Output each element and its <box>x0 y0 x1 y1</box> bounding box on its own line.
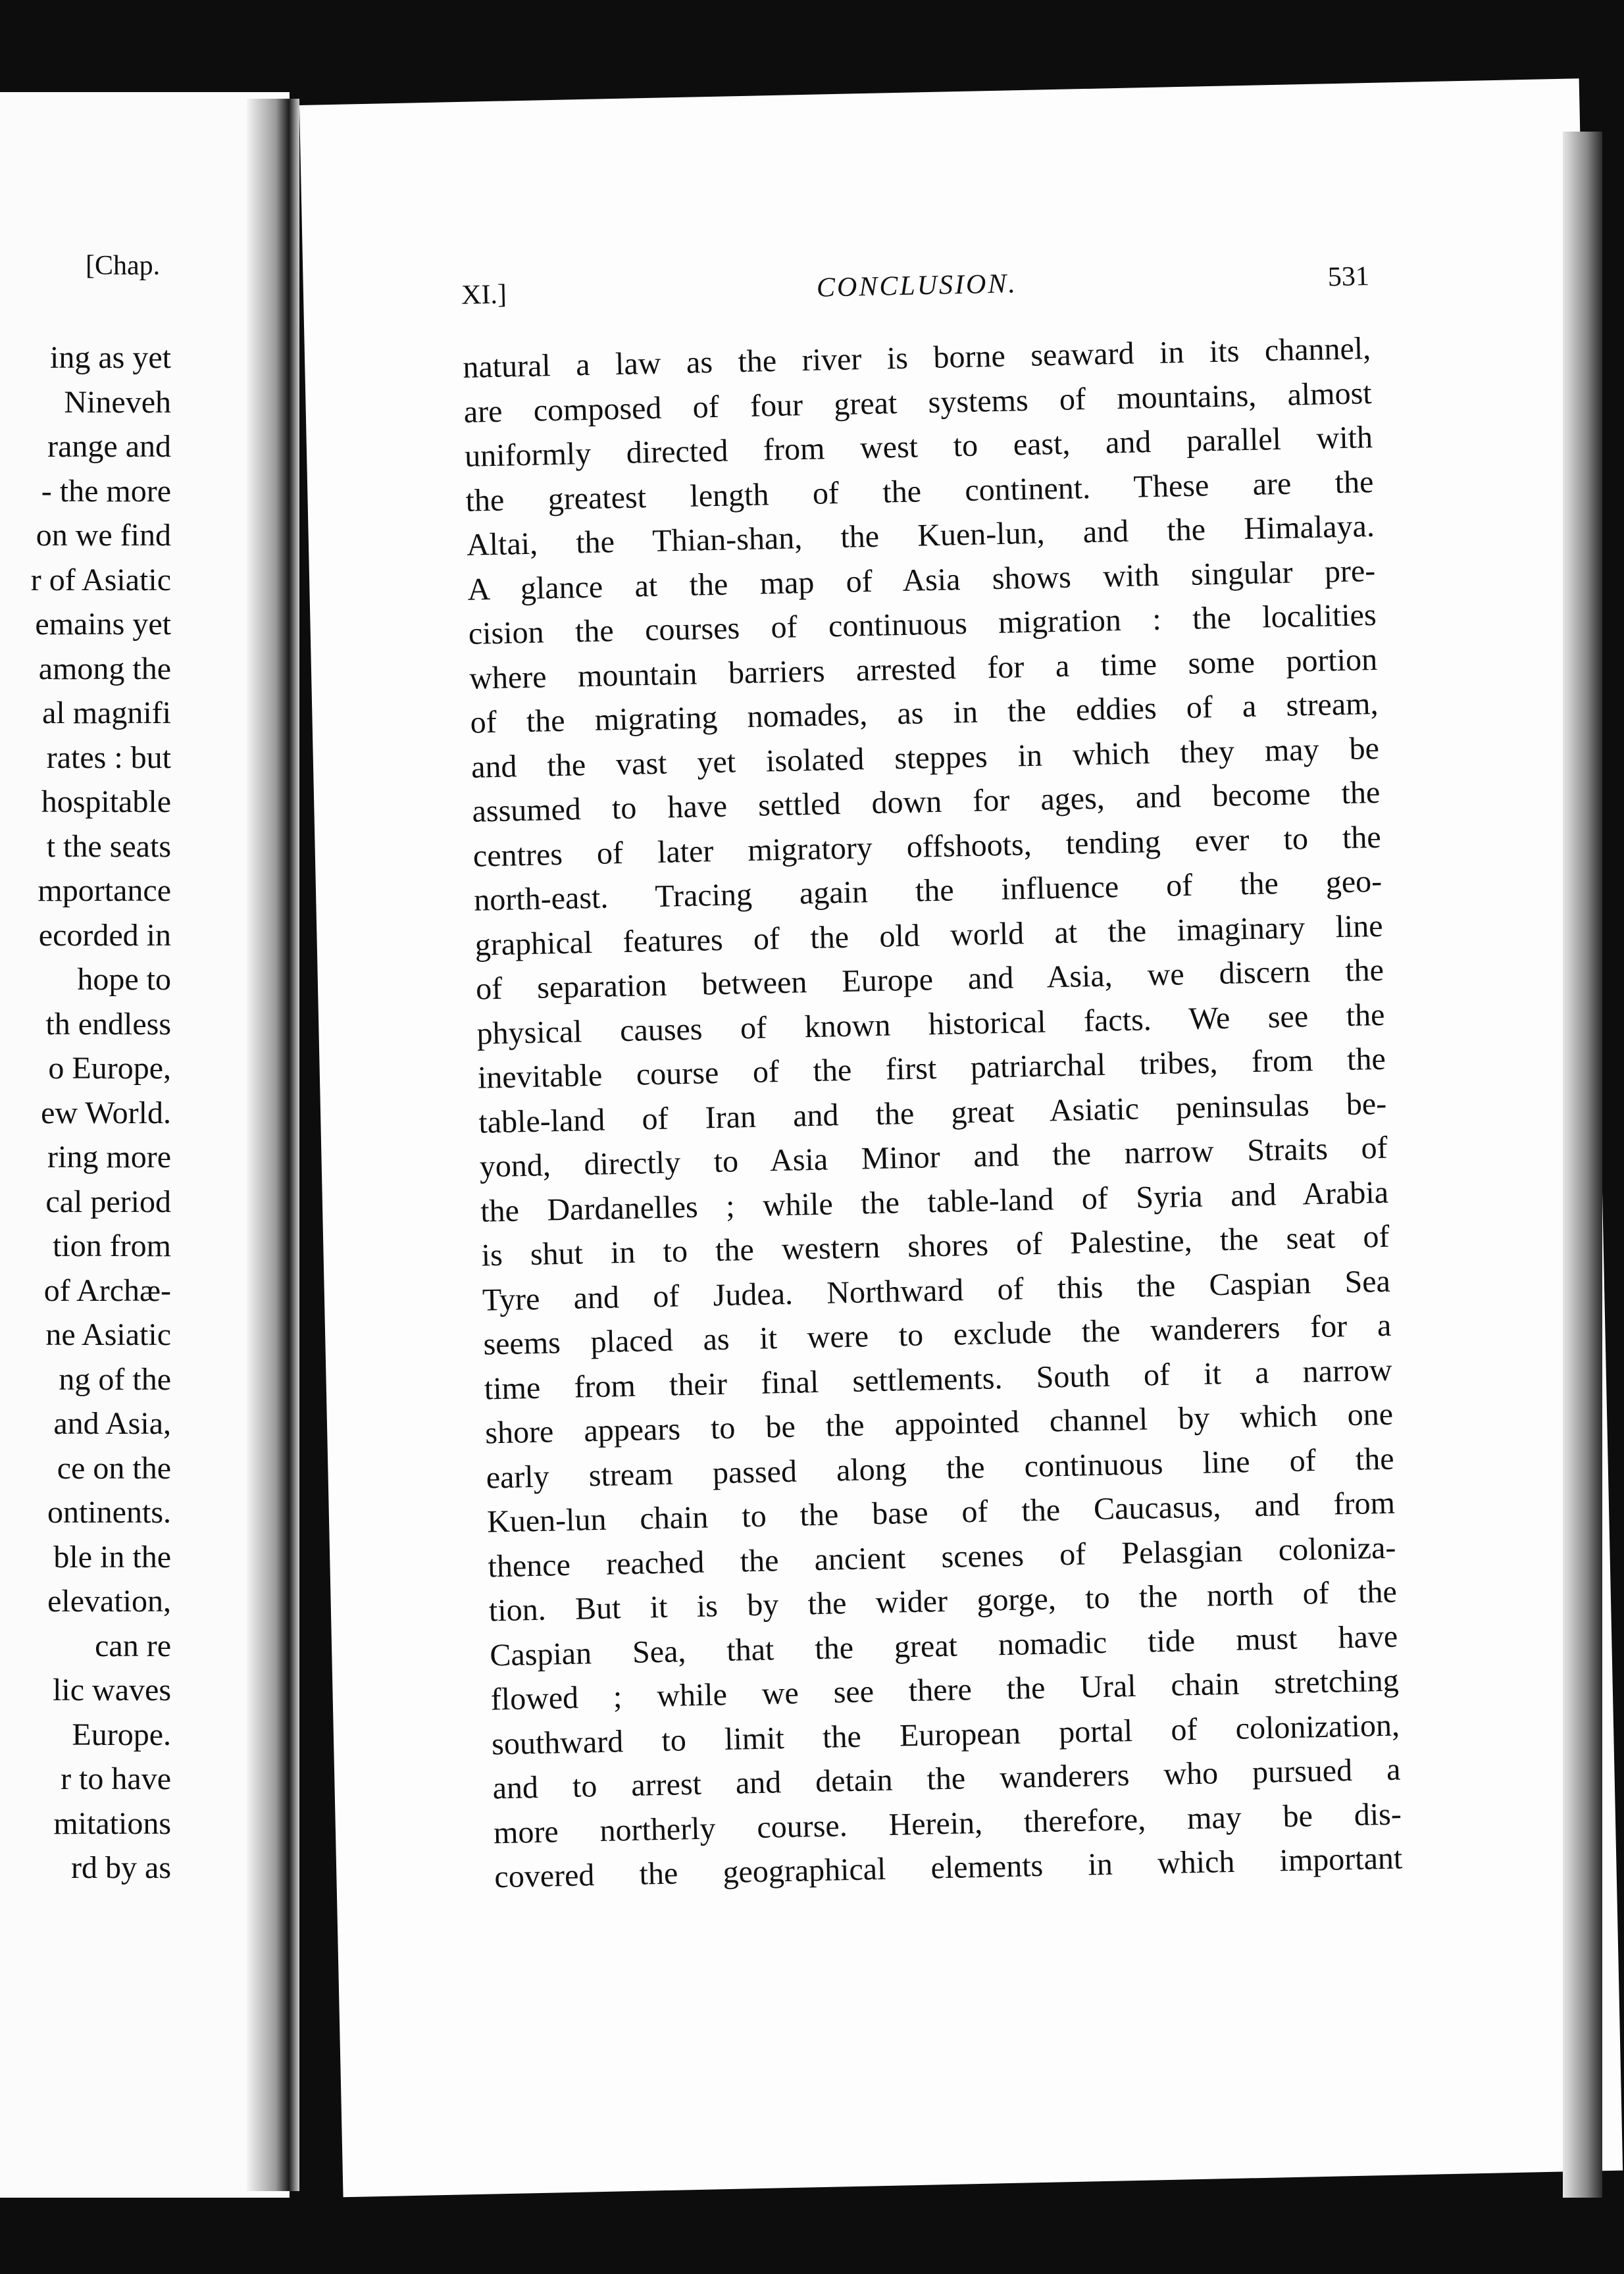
text-line: where mountain barriers arrested for a time some portion <box>469 642 1378 696</box>
left-text-line: and Asia, <box>53 1406 171 1441</box>
left-text-line: t the seats <box>46 828 171 864</box>
text-line: uniformly directed from west to east, and parallel with <box>464 419 1373 474</box>
text-line: more northerly course. Herein, therefore, may be dis- <box>493 1796 1402 1850</box>
left-text-line: can re <box>95 1628 171 1663</box>
text-line: of separation between Europe and Asia, we discern the <box>475 952 1384 1007</box>
text-line: and to arrest and detain the wanderers who pursued a <box>492 1752 1401 1806</box>
left-text-line: ng of the <box>59 1361 171 1397</box>
text-line: physical causes of known historical facts. We see the <box>476 997 1385 1051</box>
text-line: inevitable course of the first patriarchal tribes, from the <box>477 1041 1386 1096</box>
left-page <box>0 92 290 2198</box>
left-page-header: [Chap. <box>86 251 161 281</box>
left-text-line: cal period <box>45 1184 171 1219</box>
text-line: graphical features of the old world at the imaginary line <box>474 908 1384 963</box>
chapter-mark: XI.] <box>461 279 507 311</box>
text-line: time from their final settlements. South of it a narrow <box>484 1352 1393 1407</box>
text-line: centres of later migratory offshoots, tending ever to the <box>472 819 1382 874</box>
left-text-line: th endless <box>45 1006 171 1042</box>
text-line: flowed ; while we see there the Ural chain stretching <box>490 1663 1400 1717</box>
left-text-line: rates : but <box>46 740 171 775</box>
text-line: table-land of Iran and the great Asiatic peninsulas be- <box>478 1086 1387 1140</box>
text-line: early stream passed along the continuous line of the <box>486 1441 1394 1496</box>
left-text-line: rd by as <box>71 1850 171 1885</box>
text-line: A glance at the map of Asia shows with singular pre- <box>467 553 1376 607</box>
left-text-line: al magnifi <box>42 695 171 730</box>
left-text-line: r of Asiatic <box>30 562 171 597</box>
left-text-line: ew World. <box>41 1095 171 1130</box>
left-text-line: lic waves <box>53 1673 171 1707</box>
running-title: CONCLUSION. <box>816 268 1018 303</box>
text-line: are composed of four great systems of mountains, almost <box>463 375 1373 430</box>
left-text-line: tion from <box>53 1228 171 1263</box>
text-line: yond, directly to Asia Minor and the narrow Straits of <box>479 1130 1388 1184</box>
text-line: Tyre and of Judea. Northward of this the Caspian Sea <box>482 1263 1391 1318</box>
left-text-line: ble in the <box>53 1539 171 1575</box>
left-text-line: ontinents. <box>47 1495 171 1530</box>
text-line: assumed to have settled down for ages, and become the <box>471 774 1381 829</box>
text-line: shore appears to be the appointed channel by which one <box>484 1396 1394 1451</box>
left-text-line: - the more <box>41 473 171 509</box>
left-text-line: o Europe, <box>48 1051 171 1086</box>
left-text-line: mportance <box>38 873 171 908</box>
text-line: cision the courses of continuous migration : the localities <box>468 597 1377 651</box>
left-text-line: mitations <box>53 1806 171 1841</box>
left-text-line: ce on the <box>57 1450 171 1486</box>
text-line: of the migrating nomades, as in the eddies of a stream, <box>470 686 1379 740</box>
book-gutter <box>247 99 299 2191</box>
text-line: north-east. Tracing again the influence of the geo- <box>473 863 1383 918</box>
text-line: southward to limit the European portal of colonization, <box>491 1707 1400 1761</box>
text-line: Altai, the Thian-shan, the Kuen-lun, and the Himalaya. <box>466 508 1375 563</box>
text-line: Caspian Sea, that the great nomadic tide must have <box>489 1619 1398 1673</box>
left-text-line: range and <box>47 429 171 464</box>
left-text-line: of Archæ- <box>43 1273 171 1308</box>
text-line: the greatest length of the continent. These are the <box>465 464 1374 518</box>
text-line: is shut in to the western shores of Palestine, the seat of <box>481 1219 1390 1273</box>
left-text-line: ing as yet <box>50 340 171 375</box>
text-line: thence reached the ancient scenes of Pelasgian coloniza- <box>488 1530 1396 1584</box>
left-text-line: among the <box>38 651 171 686</box>
left-text-line: hospitable <box>41 784 171 819</box>
left-page-text <box>0 336 171 1890</box>
text-line: Kuen-lun chain to the base of the Caucasus, and from <box>486 1485 1396 1540</box>
body-text <box>463 326 1403 1900</box>
text-line: covered the geographical elements in which important <box>494 1840 1403 1895</box>
right-page <box>299 78 1623 2197</box>
left-text-line: on we find <box>36 518 171 553</box>
left-text-line: Europe. <box>72 1717 171 1752</box>
left-text-line: emains yet <box>35 607 171 642</box>
left-text-line: ecorded in <box>38 917 171 953</box>
left-text-line: ring more <box>47 1140 171 1175</box>
left-text-line: elevation, <box>47 1584 171 1619</box>
left-text-line: ne Asiatic <box>45 1317 171 1352</box>
left-text-line: r to have <box>61 1761 171 1796</box>
text-line: natural a law as the river is borne seaward in its channel, <box>462 330 1371 385</box>
text-line: tion. But it is by the wider gorge, to the north of the <box>488 1574 1398 1629</box>
text-line: seems placed as it were to exclude the wanderers for a <box>482 1307 1392 1362</box>
text-line: the Dardanelles ; while the table-land of Syria and Arabia <box>480 1175 1389 1229</box>
left-text-line: hope to <box>77 962 171 997</box>
running-head <box>461 261 1370 319</box>
page-edge <box>1563 132 1602 2198</box>
page-number: 531 <box>1327 261 1370 293</box>
left-text-line: Nineveh <box>64 384 171 420</box>
text-line: and the vast yet isolated steppes in which they may be <box>470 730 1380 785</box>
